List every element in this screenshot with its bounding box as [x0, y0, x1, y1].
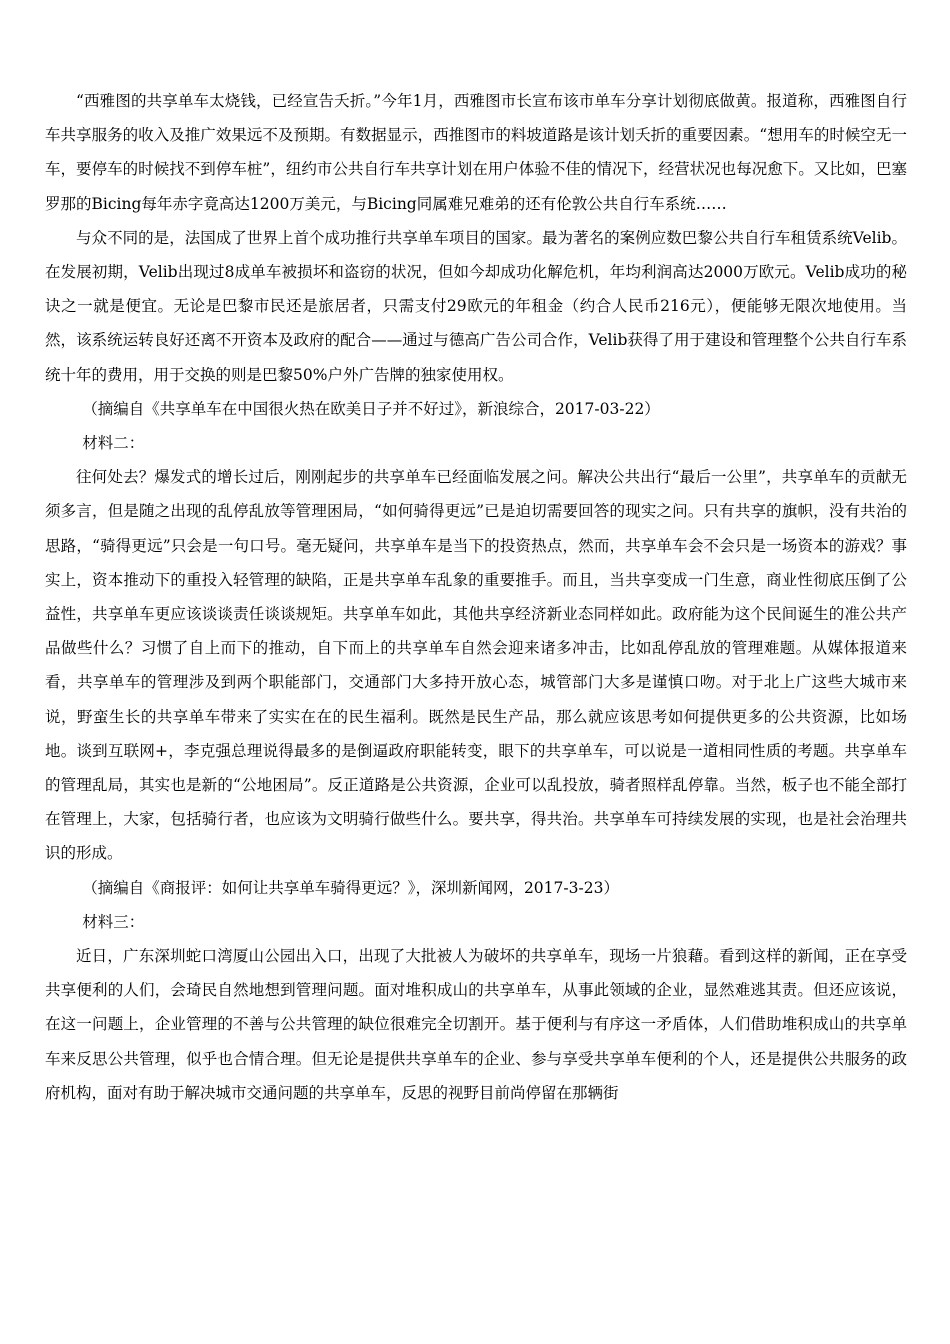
- material-two-label: 材料二：: [82, 434, 145, 453]
- document-page: [45, 84, 907, 1110]
- paragraph-seattle: “西雅图的共享单车太烧钱，已经宣告夭折。”今年1月，西雅图市长宣布该市单车分享计划彻底做黄。报道称，西雅图自行车共享服务的收入及推广效果远不及预期。有数据显示，西推图市的料坡道路是该计划夭折的重要因素。“想用车的时候空无一车，要停车的时候找不到停车桩”，纽约市公共自行车共享计划在用户体验不佳的情况下，经营状况也每况愈下。又比如，巴塞罗那的Bicing每年赤字竟高达1200万美元，与Bicing同属难兄难弟的还有伦敦公共自行车系统……: [45, 92, 907, 213]
- paragraph-governance: 往何处去？爆发式的增长过后，刚刚起步的共享单车已经面临发展之问。解决公共出行“最后一公里”，共享单车的贡献无须多言，但是随之出现的乱停乱放等管理困局，“如何骑得更远”已是迫切需要回答的现实之问。只有共享的旗帜，没有共治的思路，“骑得更远”只会是一句口号。毫无疑问，共享单车是当下的投资热点，然而，共享单车会不会只是一场资本的游戏？事实上，资本推动下的重投入轻管理的缺陷，正是共享单车乱象的重要推手。而且，当共享变成一门生意，商业性彻底压倒了公益性，共享单车更应该谈谈责任谈谈规矩。共享单车如此，其他共享经济新业态同样如此。政府能为这个民间诞生的准公共产品做些什么？习惯了自上而下的推动，自下而上的共享单车自然会迎来诸多冲击，比如乱停乱放的管理难题。从媒体报道来看，共享单车的管理涉及到两个职能部门，交通部门大多持开放心态，城管部门大多是谨慎口吻。对于北上广这些大城市来说，野蛮生长的共享单车带来了实实在在的民生福利。既然是民生产品，那么就应该思考如何提供更多的公共资源，比如场地。谈到互联网+，李克强总理说得最多的是倒逼政府职能转变，眼下的共享单车，可以说是一道相同性质的考题。共享单车的管理乱局，其实也是新的“公地困局”。反正道路是公共资源，企业可以乱投放，骑者照样乱停靠。当然，板子也不能全部打在管理上，大家，包括骑行者，也应该为文明骑行做些什么。要共享，得共治。共享单车可持续发展的实现，也是社会治理共识的形成。: [45, 468, 907, 863]
- paragraph-velib: 与众不同的是，法国成了世界上首个成功推行共享单车项目的国家。最为著名的案例应数巴黎公共自行车租赁系统Velib。在发展初期，Velib出现过8成单车被损坏和盗窃的状况，但如今却成功化解危机，年均利润高达2000万欧元。Velib成功的秘诀之一就是便宜。无论是巴黎市民还是旅居者，只需支付29欧元的年租金（约合人民币216元），便能够无限次地使用。当然，该系统运转良好还离不开资本及政府的配合——通过与德高广告公司合作，Velib获得了用于建设和管理整个公共自行车系统十年的费用，用于交换的则是巴黎50%户外广告牌的独家使用权。: [45, 228, 907, 384]
- source-citation-2: （摘编自《商报评：如何让共享单车骑得更远？》，深圳新闻网，2017-3-23）: [82, 878, 619, 897]
- source-citation-1: （摘编自《共享单车在中国很火热在欧美日子并不好过》，新浪综合，2017-03-22）: [82, 399, 660, 418]
- paragraph-shenzhen: 近日，广东深圳蛇口湾厦山公园出入口，出现了大批被人为破坏的共享单车，现场一片狼藉。看到这样的新闻，正在享受共享便利的人们，会琦民自然地想到管理问题。面对堆积成山的共享单车，从事此领域的企业，显然难逃其责。但还应该说，在这一问题上，企业管理的不善与公共管理的缺位很难完全切割开。基于便利与有序这一矛盾体，人们借助堆积成山的共享单车来反思公共管理，似乎也合情合理。但无论是提供共享单车的企业、参与享受共享单车便利的个人，还是提供公共服务的政府机构，面对有助于解决城市交通问题的共享单车，反思的视野目前尚停留在那辆街: [45, 947, 907, 1102]
- material-three-label: 材料三：: [82, 912, 145, 931]
